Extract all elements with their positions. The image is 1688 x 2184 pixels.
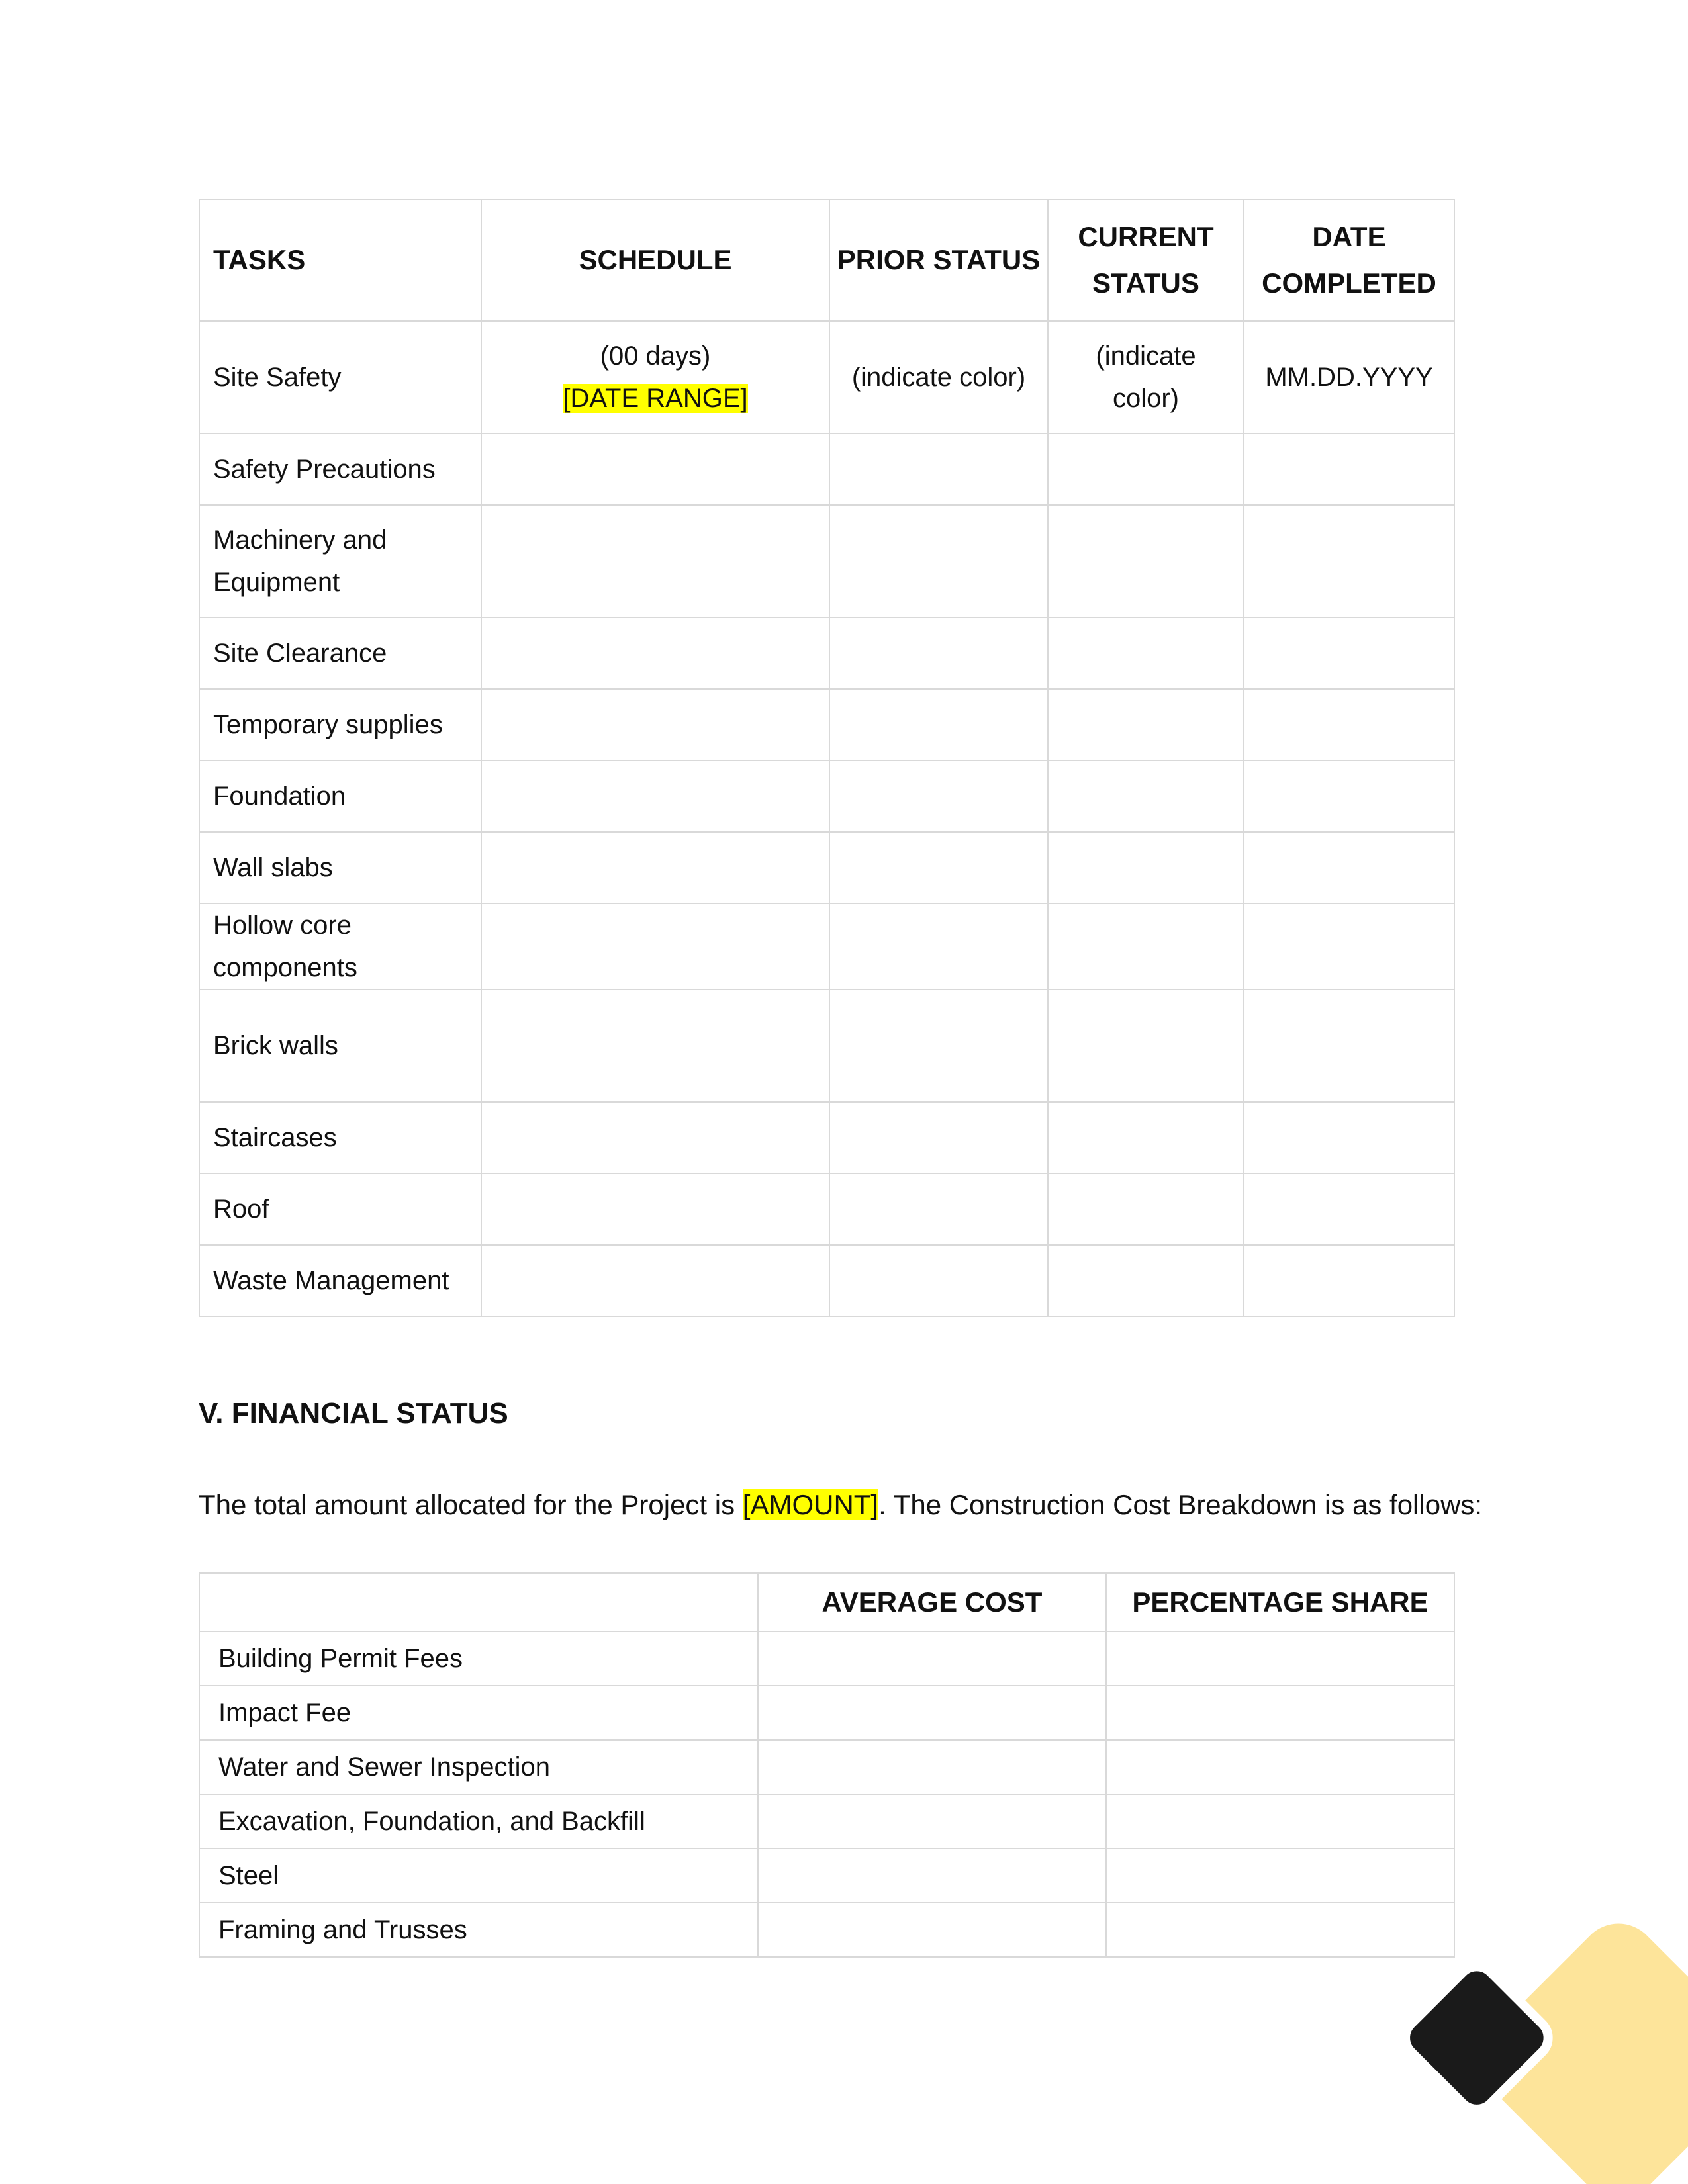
current-status-cell [1048, 433, 1244, 505]
cost-item-label: Steel [199, 1848, 758, 1903]
task-name: Temporary supplies [199, 689, 481, 760]
average-cost-cell [758, 1686, 1106, 1740]
prior-status-cell [829, 689, 1048, 760]
prior-status-cell [829, 433, 1048, 505]
intro-after: . The Construction Cost Breakdown is as follows: [878, 1489, 1483, 1520]
prior-status-cell [829, 760, 1048, 832]
prior-status-cell: (indicate color) [829, 321, 1048, 433]
schedule-cell [481, 321, 829, 433]
date-completed-cell [1244, 1102, 1454, 1173]
current-status-cell [1048, 1173, 1244, 1245]
prior-status-cell [829, 1173, 1048, 1245]
cost-item-label: Impact Fee [199, 1686, 758, 1740]
percentage-share-cell [1106, 1794, 1454, 1848]
table-row [199, 617, 1454, 689]
schedule-cell [481, 760, 829, 832]
date-completed-cell [1244, 689, 1454, 760]
task-name: Wall slabs [199, 832, 481, 903]
percentage-share-cell [1106, 1740, 1454, 1794]
header-percentage-share: PERCENTAGE SHARE [1106, 1573, 1454, 1631]
intro-before: The total amount allocated for the Project is [199, 1489, 743, 1520]
current-status-cell [1048, 832, 1244, 903]
cost-item-label: Excavation, Foundation, and Backfill [199, 1794, 758, 1848]
schedule-days: (00 days) [600, 341, 711, 371]
prior-status-cell [829, 903, 1048, 989]
tasks-header-row [199, 199, 1454, 321]
table-row [199, 760, 1454, 832]
diamond-logo-icon [1390, 1919, 1688, 2184]
table-row [199, 903, 1454, 989]
current-status-cell [1048, 989, 1244, 1102]
date-completed-cell [1244, 617, 1454, 689]
table-row [199, 1794, 1454, 1848]
finance-header-row [199, 1573, 1454, 1631]
date-completed-cell: MM.DD.YYYY [1244, 321, 1454, 433]
table-row [199, 832, 1454, 903]
table-row [199, 689, 1454, 760]
header-item [199, 1573, 758, 1631]
average-cost-cell [758, 1631, 1106, 1686]
header-average-cost: AVERAGE COST [758, 1573, 1106, 1631]
current-status-cell [1048, 617, 1244, 689]
cost-item-label: Building Permit Fees [199, 1631, 758, 1686]
schedule-cell [481, 433, 829, 505]
task-name: Site Safety [199, 321, 481, 433]
header-date-completed: DATE COMPLETED [1244, 199, 1454, 321]
percentage-share-cell [1106, 1631, 1454, 1686]
date-completed-cell [1244, 832, 1454, 903]
prior-status-cell [829, 505, 1048, 617]
prior-status-cell [829, 989, 1048, 1102]
table-row [199, 505, 1454, 617]
average-cost-cell [758, 1794, 1106, 1848]
prior-status-cell [829, 1102, 1048, 1173]
current-status-cell [1048, 903, 1244, 989]
current-status-cell [1048, 760, 1244, 832]
average-cost-cell [758, 1848, 1106, 1903]
task-name: Foundation [199, 760, 481, 832]
schedule-date-range: [DATE RANGE] [563, 384, 748, 413]
percentage-share-cell [1106, 1686, 1454, 1740]
prior-status-cell [829, 832, 1048, 903]
prior-status-cell [829, 617, 1048, 689]
task-name: Site Clearance [199, 617, 481, 689]
financial-status-heading: V. FINANCIAL STATUS [199, 1397, 508, 1430]
schedule-cell [481, 1173, 829, 1245]
average-cost-cell [758, 1740, 1106, 1794]
header-current-status: CURRENT STATUS [1048, 199, 1244, 321]
task-name: Machinery and Equipment [199, 505, 481, 617]
table-row [199, 1686, 1454, 1740]
table-row [199, 1102, 1454, 1173]
date-completed-cell [1244, 1245, 1454, 1316]
table-row [199, 1173, 1454, 1245]
table-row [199, 1903, 1454, 1957]
current-status-cell [1048, 505, 1244, 617]
current-status-cell [1048, 689, 1244, 760]
task-name: Safety Precautions [199, 433, 481, 505]
header-schedule: SCHEDULE [481, 199, 829, 321]
task-name: Roof [199, 1173, 481, 1245]
cost-breakdown-table [199, 1572, 1455, 1958]
percentage-share-cell [1106, 1848, 1454, 1903]
schedule-cell [481, 1245, 829, 1316]
schedule-cell [481, 1102, 829, 1173]
table-row [199, 321, 1454, 433]
cost-item-label: Framing and Trusses [199, 1903, 758, 1957]
schedule-cell [481, 689, 829, 760]
date-completed-cell [1244, 760, 1454, 832]
task-name: Hollow core components [199, 903, 481, 989]
table-row [199, 1245, 1454, 1316]
task-name: Staircases [199, 1102, 481, 1173]
prior-status-cell [829, 1245, 1048, 1316]
amount-placeholder: [AMOUNT] [742, 1489, 879, 1520]
schedule-cell [481, 989, 829, 1102]
table-row [199, 1848, 1454, 1903]
schedule-cell [481, 617, 829, 689]
cost-item-label: Water and Sewer Inspection [199, 1740, 758, 1794]
date-completed-cell [1244, 903, 1454, 989]
date-completed-cell [1244, 433, 1454, 505]
task-name: Brick walls [199, 989, 481, 1102]
tasks-table [199, 199, 1455, 1317]
table-row [199, 433, 1454, 505]
date-completed-cell [1244, 989, 1454, 1102]
financial-intro [199, 1485, 1482, 1525]
header-tasks: TASKS [199, 199, 481, 321]
date-completed-cell [1244, 505, 1454, 617]
schedule-cell [481, 505, 829, 617]
current-status-cell: (indicate color) [1048, 321, 1244, 433]
schedule-cell [481, 903, 829, 989]
task-name: Waste Management [199, 1245, 481, 1316]
schedule-cell [481, 832, 829, 903]
current-status-cell [1048, 1245, 1244, 1316]
table-row [199, 1631, 1454, 1686]
table-row [199, 1740, 1454, 1794]
current-status-cell [1048, 1102, 1244, 1173]
average-cost-cell [758, 1903, 1106, 1957]
table-row [199, 989, 1454, 1102]
date-completed-cell [1244, 1173, 1454, 1245]
header-prior-status: PRIOR STATUS [829, 199, 1048, 321]
